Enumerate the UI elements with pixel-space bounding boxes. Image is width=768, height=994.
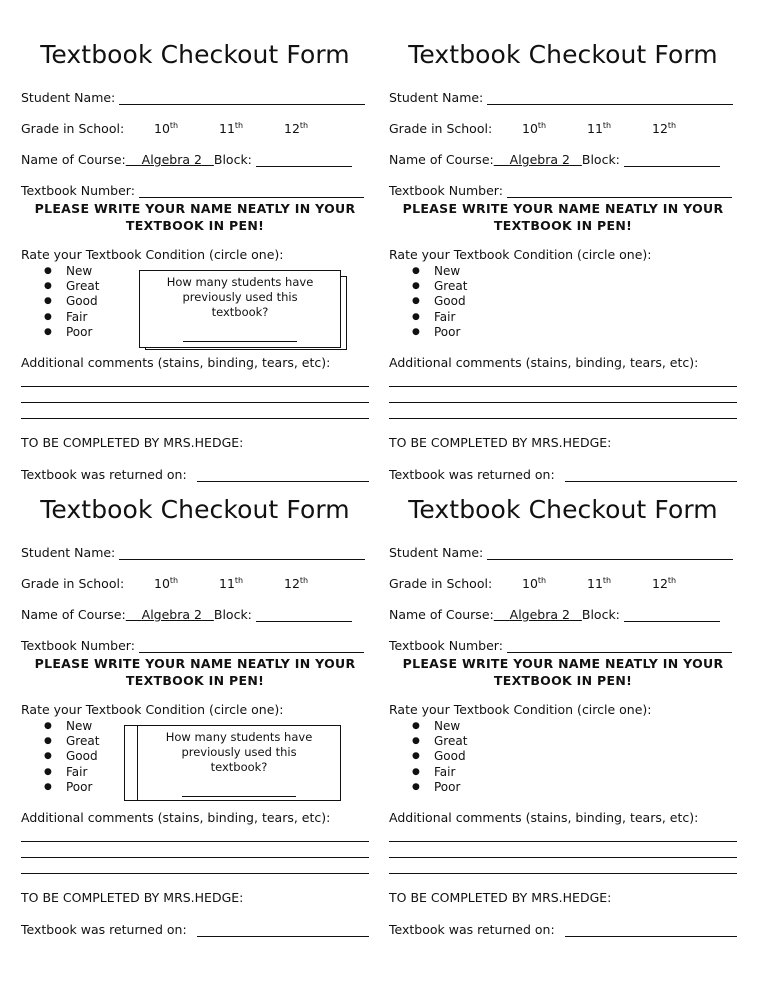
returned-date-field[interactable] <box>197 467 369 482</box>
grade-label: Grade in School: <box>389 121 493 136</box>
comments-label: Additional comments (stains, binding, tears, etc): <box>389 355 699 370</box>
student-name-field[interactable] <box>487 90 733 105</box>
returned-row <box>21 467 369 482</box>
grade-label: Grade in School: <box>21 121 125 136</box>
condition-option[interactable]: ● Poor <box>412 780 467 795</box>
rate-label: Rate your Textbook Condition (circle one): <box>389 247 652 262</box>
course-row <box>21 152 352 167</box>
students-count-field[interactable] <box>183 340 297 342</box>
student-name-field[interactable] <box>119 545 365 560</box>
condition-option[interactable]: ● Good <box>44 294 99 309</box>
course-row <box>389 152 720 167</box>
condition-option[interactable]: ● Good <box>412 294 467 309</box>
student-name-field[interactable] <box>119 90 365 105</box>
textbook-number-field[interactable] <box>507 183 732 198</box>
condition-option[interactable]: ● Poor <box>44 325 99 340</box>
complete-label: TO BE COMPLETED BY MRS.HEDGE: <box>389 890 612 905</box>
students-box <box>139 270 341 348</box>
course-value: Algebra 2 <box>141 152 202 167</box>
rate-label: Rate your Textbook Condition (circle one): <box>21 702 284 717</box>
condition-option[interactable]: ● Poor <box>412 325 467 340</box>
course-label: Name of Course: <box>21 152 126 167</box>
block-label: Block: <box>213 152 252 167</box>
complete-label: TO BE COMPLETED BY MRS.HEDGE: <box>389 435 612 450</box>
returned-label: Textbook was returned on: <box>21 467 187 482</box>
textbook-number-label: Textbook Number: <box>21 638 135 653</box>
block-label: Block: <box>581 607 620 622</box>
condition-option[interactable]: ● Poor <box>44 780 99 795</box>
students-box <box>137 725 341 801</box>
pen-notice: PLEASE WRITE YOUR NAME NEATLY IN YOUR TEXTBOOK IN PEN! <box>34 656 356 688</box>
textbook-number-field[interactable] <box>139 638 364 653</box>
students-count-field[interactable] <box>182 795 296 797</box>
textbook-number-field[interactable] <box>507 638 732 653</box>
condition-option[interactable]: ● Fair <box>44 310 99 325</box>
grade-option-12[interactable]: 12th <box>652 121 677 136</box>
student-name-label: Student Name: <box>389 90 484 105</box>
complete-label: TO BE COMPLETED BY MRS.HEDGE: <box>21 890 244 905</box>
comments-label: Additional comments (stains, binding, tears, etc): <box>21 810 331 825</box>
student-name-row <box>389 545 733 560</box>
course-label: Name of Course: <box>21 607 126 622</box>
condition-option[interactable]: ● New <box>44 264 99 279</box>
textbook-number-field[interactable] <box>139 183 364 198</box>
form-title: Textbook Checkout Form <box>408 495 718 524</box>
pen-notice: PLEASE WRITE YOUR NAME NEATLY IN YOUR TEXTBOOK IN PEN! <box>34 201 356 233</box>
textbook-number-row <box>21 183 364 198</box>
block-label: Block: <box>581 152 620 167</box>
grade-label: Grade in School: <box>21 576 125 591</box>
complete-label: TO BE COMPLETED BY MRS.HEDGE: <box>21 435 244 450</box>
checkout-form-top-left <box>21 40 371 490</box>
textbook-number-row <box>389 183 732 198</box>
condition-option[interactable]: ● Great <box>412 734 467 749</box>
grade-option-11[interactable]: 11th <box>587 576 612 591</box>
condition-list <box>44 264 99 340</box>
comment-line[interactable] <box>389 841 737 842</box>
course-label: Name of Course: <box>389 607 494 622</box>
condition-option[interactable]: ● Good <box>412 749 467 764</box>
condition-list <box>412 264 467 340</box>
returned-label: Textbook was returned on: <box>21 922 187 937</box>
comment-line[interactable] <box>21 841 369 842</box>
students-question: How many students have previously used this textbook? <box>165 730 313 774</box>
comment-line[interactable] <box>389 386 737 387</box>
textbook-number-row <box>389 638 732 653</box>
comment-line[interactable] <box>21 418 369 419</box>
returned-row <box>389 922 737 937</box>
course-label: Name of Course: <box>389 152 494 167</box>
student-name-row <box>389 90 733 105</box>
returned-label: Textbook was returned on: <box>389 467 555 482</box>
comment-line[interactable] <box>21 402 369 403</box>
grade-option-11[interactable]: 11th <box>219 121 244 136</box>
grade-option-10[interactable]: 10th <box>154 121 179 136</box>
course-value: Algebra 2 <box>141 607 202 622</box>
condition-list <box>44 719 99 795</box>
textbook-number-row <box>21 638 364 653</box>
condition-option[interactable]: ● Great <box>44 279 99 294</box>
students-question: How many students have previously used this textbook? <box>166 275 314 319</box>
checkout-form-bottom-left <box>21 495 371 945</box>
grade-option-11[interactable]: 11th <box>219 576 244 591</box>
comment-line[interactable] <box>389 873 737 874</box>
condition-option[interactable]: ● New <box>44 719 99 734</box>
course-row <box>389 607 720 622</box>
block-field[interactable] <box>624 152 720 167</box>
comments-label: Additional comments (stains, binding, tears, etc): <box>21 355 331 370</box>
course-row <box>21 607 352 622</box>
comment-line[interactable] <box>21 873 369 874</box>
condition-option[interactable]: ● Great <box>44 734 99 749</box>
condition-option[interactable]: ● Good <box>44 749 99 764</box>
condition-option[interactable]: ● New <box>412 719 467 734</box>
returned-row <box>389 467 737 482</box>
grade-label: Grade in School: <box>389 576 493 591</box>
condition-option[interactable]: ● Fair <box>412 765 467 780</box>
textbook-number-label: Textbook Number: <box>389 183 503 198</box>
condition-option[interactable]: ● Fair <box>412 310 467 325</box>
student-name-row <box>21 545 365 560</box>
rate-label: Rate your Textbook Condition (circle one): <box>389 702 652 717</box>
student-name-field[interactable] <box>487 545 733 560</box>
condition-option[interactable]: ● Great <box>412 279 467 294</box>
rate-label: Rate your Textbook Condition (circle one): <box>21 247 284 262</box>
condition-option[interactable]: ● Fair <box>44 765 99 780</box>
student-name-label: Student Name: <box>21 545 116 560</box>
grade-option-12[interactable]: 12th <box>284 576 309 591</box>
textbook-number-label: Textbook Number: <box>21 183 135 198</box>
comment-line[interactable] <box>389 418 737 419</box>
form-title: Textbook Checkout Form <box>40 40 350 69</box>
checkout-form-bottom-right <box>389 495 739 945</box>
grade-option-10[interactable]: 10th <box>522 576 547 591</box>
block-field[interactable] <box>624 607 720 622</box>
student-name-label: Student Name: <box>389 545 484 560</box>
grade-option-11[interactable]: 11th <box>587 121 612 136</box>
student-name-label: Student Name: <box>21 90 116 105</box>
course-value: Algebra 2 <box>509 607 570 622</box>
textbook-number-label: Textbook Number: <box>389 638 503 653</box>
student-name-row <box>21 90 365 105</box>
comment-line[interactable] <box>389 857 737 858</box>
pen-notice: PLEASE WRITE YOUR NAME NEATLY IN YOUR TEXTBOOK IN PEN! <box>402 201 724 233</box>
comment-line[interactable] <box>389 402 737 403</box>
block-label: Block: <box>213 607 252 622</box>
grade-option-12[interactable]: 12th <box>284 121 309 136</box>
block-field[interactable] <box>256 607 352 622</box>
returned-label: Textbook was returned on: <box>389 922 555 937</box>
pen-notice: PLEASE WRITE YOUR NAME NEATLY IN YOUR TEXTBOOK IN PEN! <box>402 656 724 688</box>
course-value: Algebra 2 <box>509 152 570 167</box>
condition-list <box>412 719 467 795</box>
returned-date-field[interactable] <box>565 922 737 937</box>
comment-line[interactable] <box>21 857 369 858</box>
returned-date-field[interactable] <box>197 922 369 937</box>
form-title: Textbook Checkout Form <box>408 40 718 69</box>
returned-date-field[interactable] <box>565 467 737 482</box>
comments-label: Additional comments (stains, binding, tears, etc): <box>389 810 699 825</box>
grade-option-12[interactable]: 12th <box>652 576 677 591</box>
block-field[interactable] <box>256 152 352 167</box>
comment-line[interactable] <box>21 386 369 387</box>
grade-option-10[interactable]: 10th <box>522 121 547 136</box>
returned-row <box>21 922 369 937</box>
checkout-form-top-right <box>389 40 739 490</box>
condition-option[interactable]: ● New <box>412 264 467 279</box>
form-title: Textbook Checkout Form <box>40 495 350 524</box>
grade-option-10[interactable]: 10th <box>154 576 179 591</box>
